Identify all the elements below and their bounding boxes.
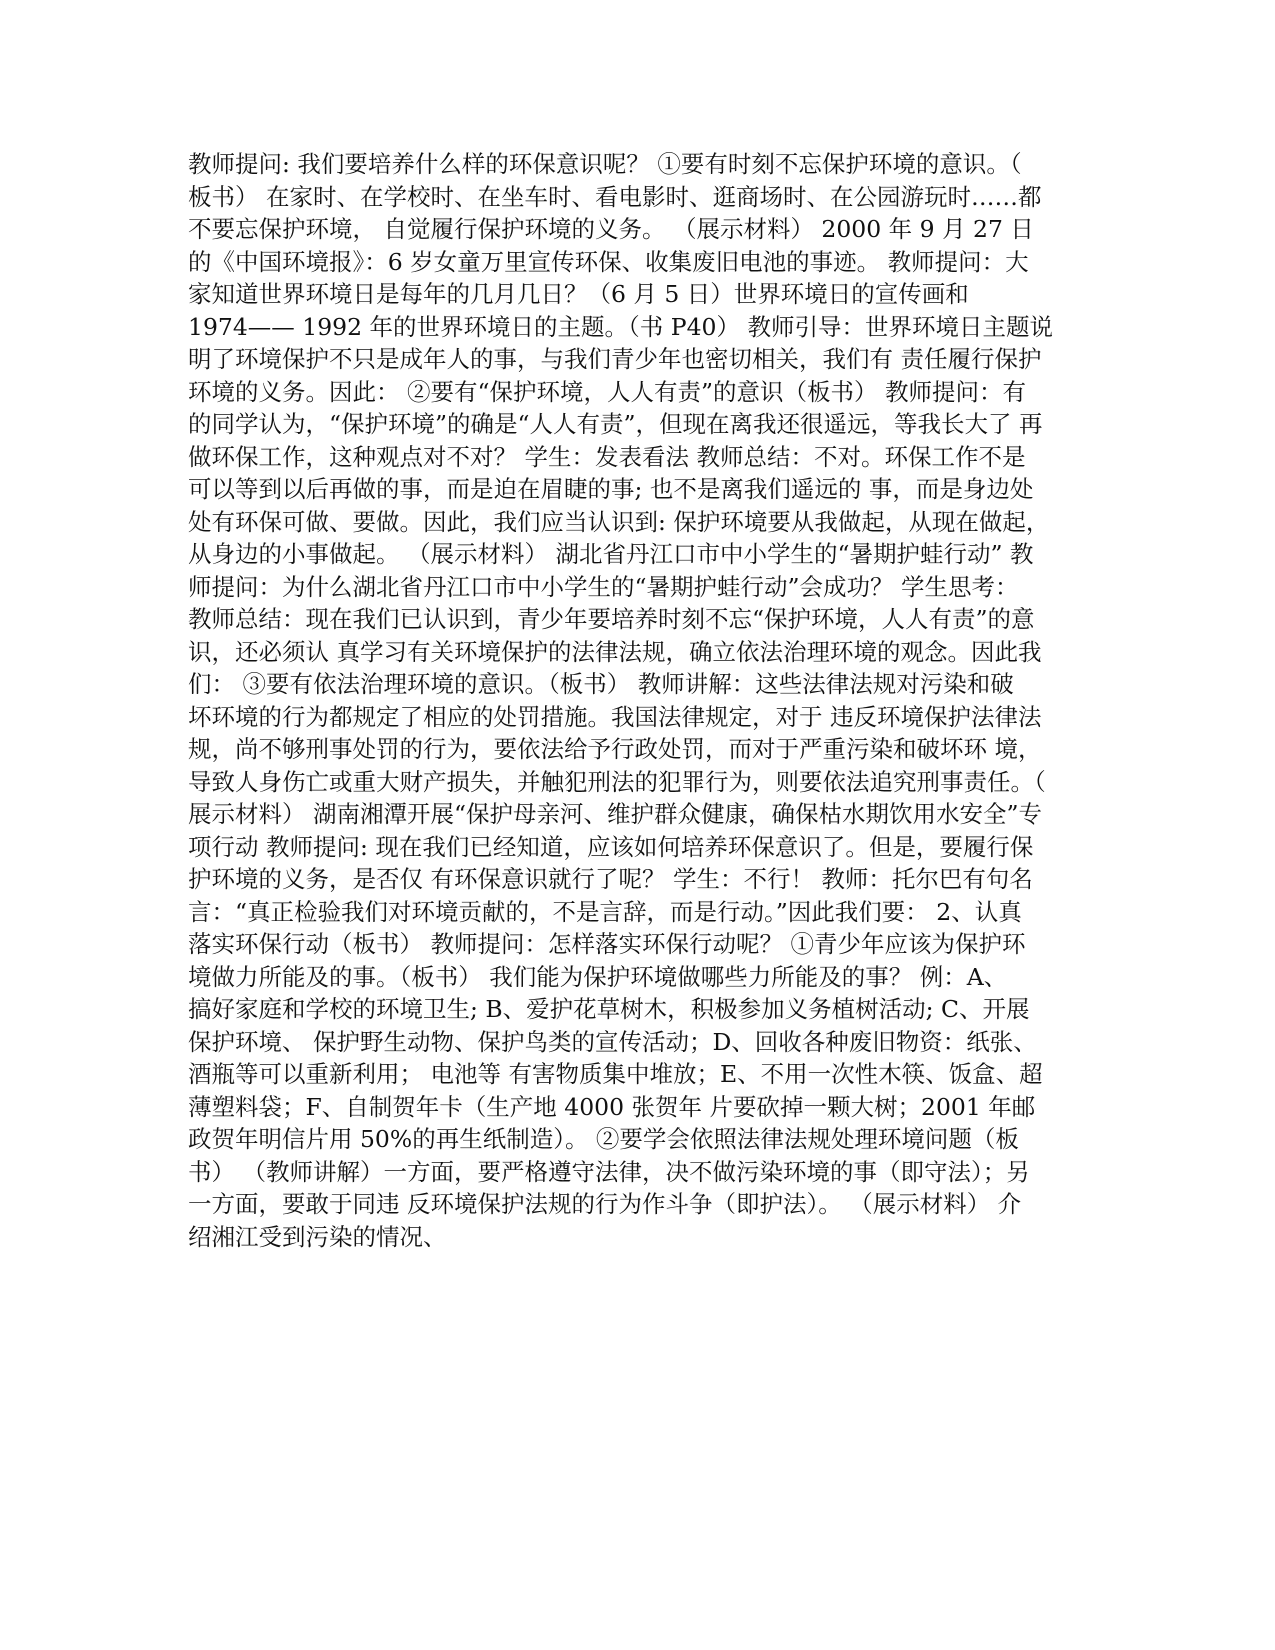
text-line: 落实环保行动（板书） 教师提问：怎样落实环保行动呢？ ①青少年应该为保护环: [188, 930, 1026, 958]
text-line: 1974—— 1992 年的世界环境日的主题。（书 P40） 教师引导：世界环境日主题说: [188, 312, 1053, 341]
text-line: 们： ③要有依法治理环境的意识。（板书） 教师讲解：这些法律法规对污染和破: [188, 670, 1014, 698]
text-line: 坏环境的行为都规定了相应的处罚措施。我国法律规定，对于 违反环境保护法律法: [188, 702, 1042, 731]
text-line: 项行动 教师提问: 现在我们已经知道，应该如何培养环保意识了。但是，要履行保: [188, 832, 1034, 861]
text-line: 明了环境保护不只是成年人的事，与我们青少年也密切相关，我们有 责任履行保护: [188, 345, 1042, 373]
text-line: 护环境的义务，是否仅 有环保意识就行了呢？ 学生：不行！ 教师：托尔巴有句名: [188, 865, 1033, 893]
text-line: 绍湘江受到污染的情况、: [188, 1222, 447, 1251]
text-line: 一方面，要敢于同违 反环境保护法规的行为作斗争（即护法）。 （展示材料） 介: [188, 1190, 1022, 1218]
text-line: 境做力所能及的事。（板书） 我们能为保护环境做哪些力所能及的事？ 例：A、: [188, 962, 1008, 991]
text-line: 展示材料） 湖南湘潭开展“保护母亲河、维护群众健康，确保枯水期饮用水安全”专: [188, 800, 1042, 828]
text-line: 可以等到以后再做的事，而是迫在眉睫的事; 也不是离我们遥远的 事，而是身边处: [188, 475, 1034, 503]
text-line: 不要忘保护环境， 自觉履行保护环境的义务。 （展示材料） 2000 年 9 月 27 日: [188, 215, 1034, 243]
text-line: 保护环境、 保护野生动物、保护鸟类的宣传活动；D、回收各种废旧物资：纸张、: [188, 1027, 1037, 1056]
text-line: 师提问：为什么湖北省丹江口市中小学生的“暑期护蛙行动”会成功？ 学生思考：: [188, 572, 1019, 601]
text-line: 薄塑料袋；F、自制贺年卡（生产地 4000 张贺年 片要砍掉一颗大树；2001 年邮: [188, 1092, 1036, 1121]
text-line: 搞好家庭和学校的环境卫生; B、爱护花草树木，积极参加义务植树活动; C、开展: [188, 995, 1030, 1023]
body-text: [188, 148, 1088, 1253]
text-line: 家知道世界环境日是每年的几月几日？（6 月 5 日）世界环境日的宣传画和: [188, 280, 969, 308]
text-line: 处有环保可做、要做。因此，我们应当认识到: 保护环境要从我做起，从现在做起，: [188, 507, 1050, 536]
text-line: 酒瓶等可以重新利用； 电池等 有害物质集中堆放；E、不用一次性木筷、饭盒、超: [188, 1060, 1043, 1088]
text-line: 板书） 在家时、在学校时、在坐车时、看电影时、逛商场时、在公园游玩时……都: [188, 182, 1042, 211]
text-line: 从身边的小事做起。 （展示材料） 湖北省丹江口市中小学生的“暑期护蛙行动” 教: [188, 540, 1034, 568]
text-line: 导致人身伤亡或重大财产损失，并触犯刑法的犯罪行为，则要依法追究刑事责任。（: [188, 767, 1046, 796]
text-line: 教师提问: 我们要培养什么样的环保意识呢？ ①要有时刻不忘保护环境的意识。（: [188, 150, 1022, 178]
text-line: 教师总结：现在我们已认识到，青少年要培养时刻不忘“保护环境，人人有责”的意: [188, 605, 1035, 633]
text-line: 政贺年明信片用 50%的再生纸制造）。 ②要学会依照法律法规处理环境问题（板: [188, 1125, 1019, 1153]
text-line: 言：“真正检验我们对环境贡献的，不是言辞，而是行动。”因此我们要： 2、认真: [188, 897, 1022, 926]
text-line: 识，还必须认 真学习有关环境保护的法律法规，确立依法治理环境的观念。因此我: [188, 637, 1042, 666]
text-line: 环境的义务。因此： ②要有“保护环境，人人有责”的意识（板书） 教师提问：有: [188, 377, 1026, 406]
text-line: 的《中国环境报》：6 岁女童万里宣传环保、收集废旧电池的事迹。 教师提问：大: [188, 247, 1029, 276]
text-line: 做环保工作，这种观点对不对？ 学生：发表看法 教师总结：不对。环保工作不是: [188, 442, 1026, 471]
text-line: 书） （教师讲解）一方面，要严格遵守法律，决不做污染环境的事（即守法）；另: [188, 1157, 1030, 1186]
text-line: 的同学认为，“保护环境”的确是“人人有责”，但现在离我还很遥远，等我长大了 再: [188, 410, 1043, 438]
text-line: 规，尚不够刑事处罚的行为，要依法给予行政处罚，而对于严重污染和破坏环 境，: [188, 735, 1042, 763]
